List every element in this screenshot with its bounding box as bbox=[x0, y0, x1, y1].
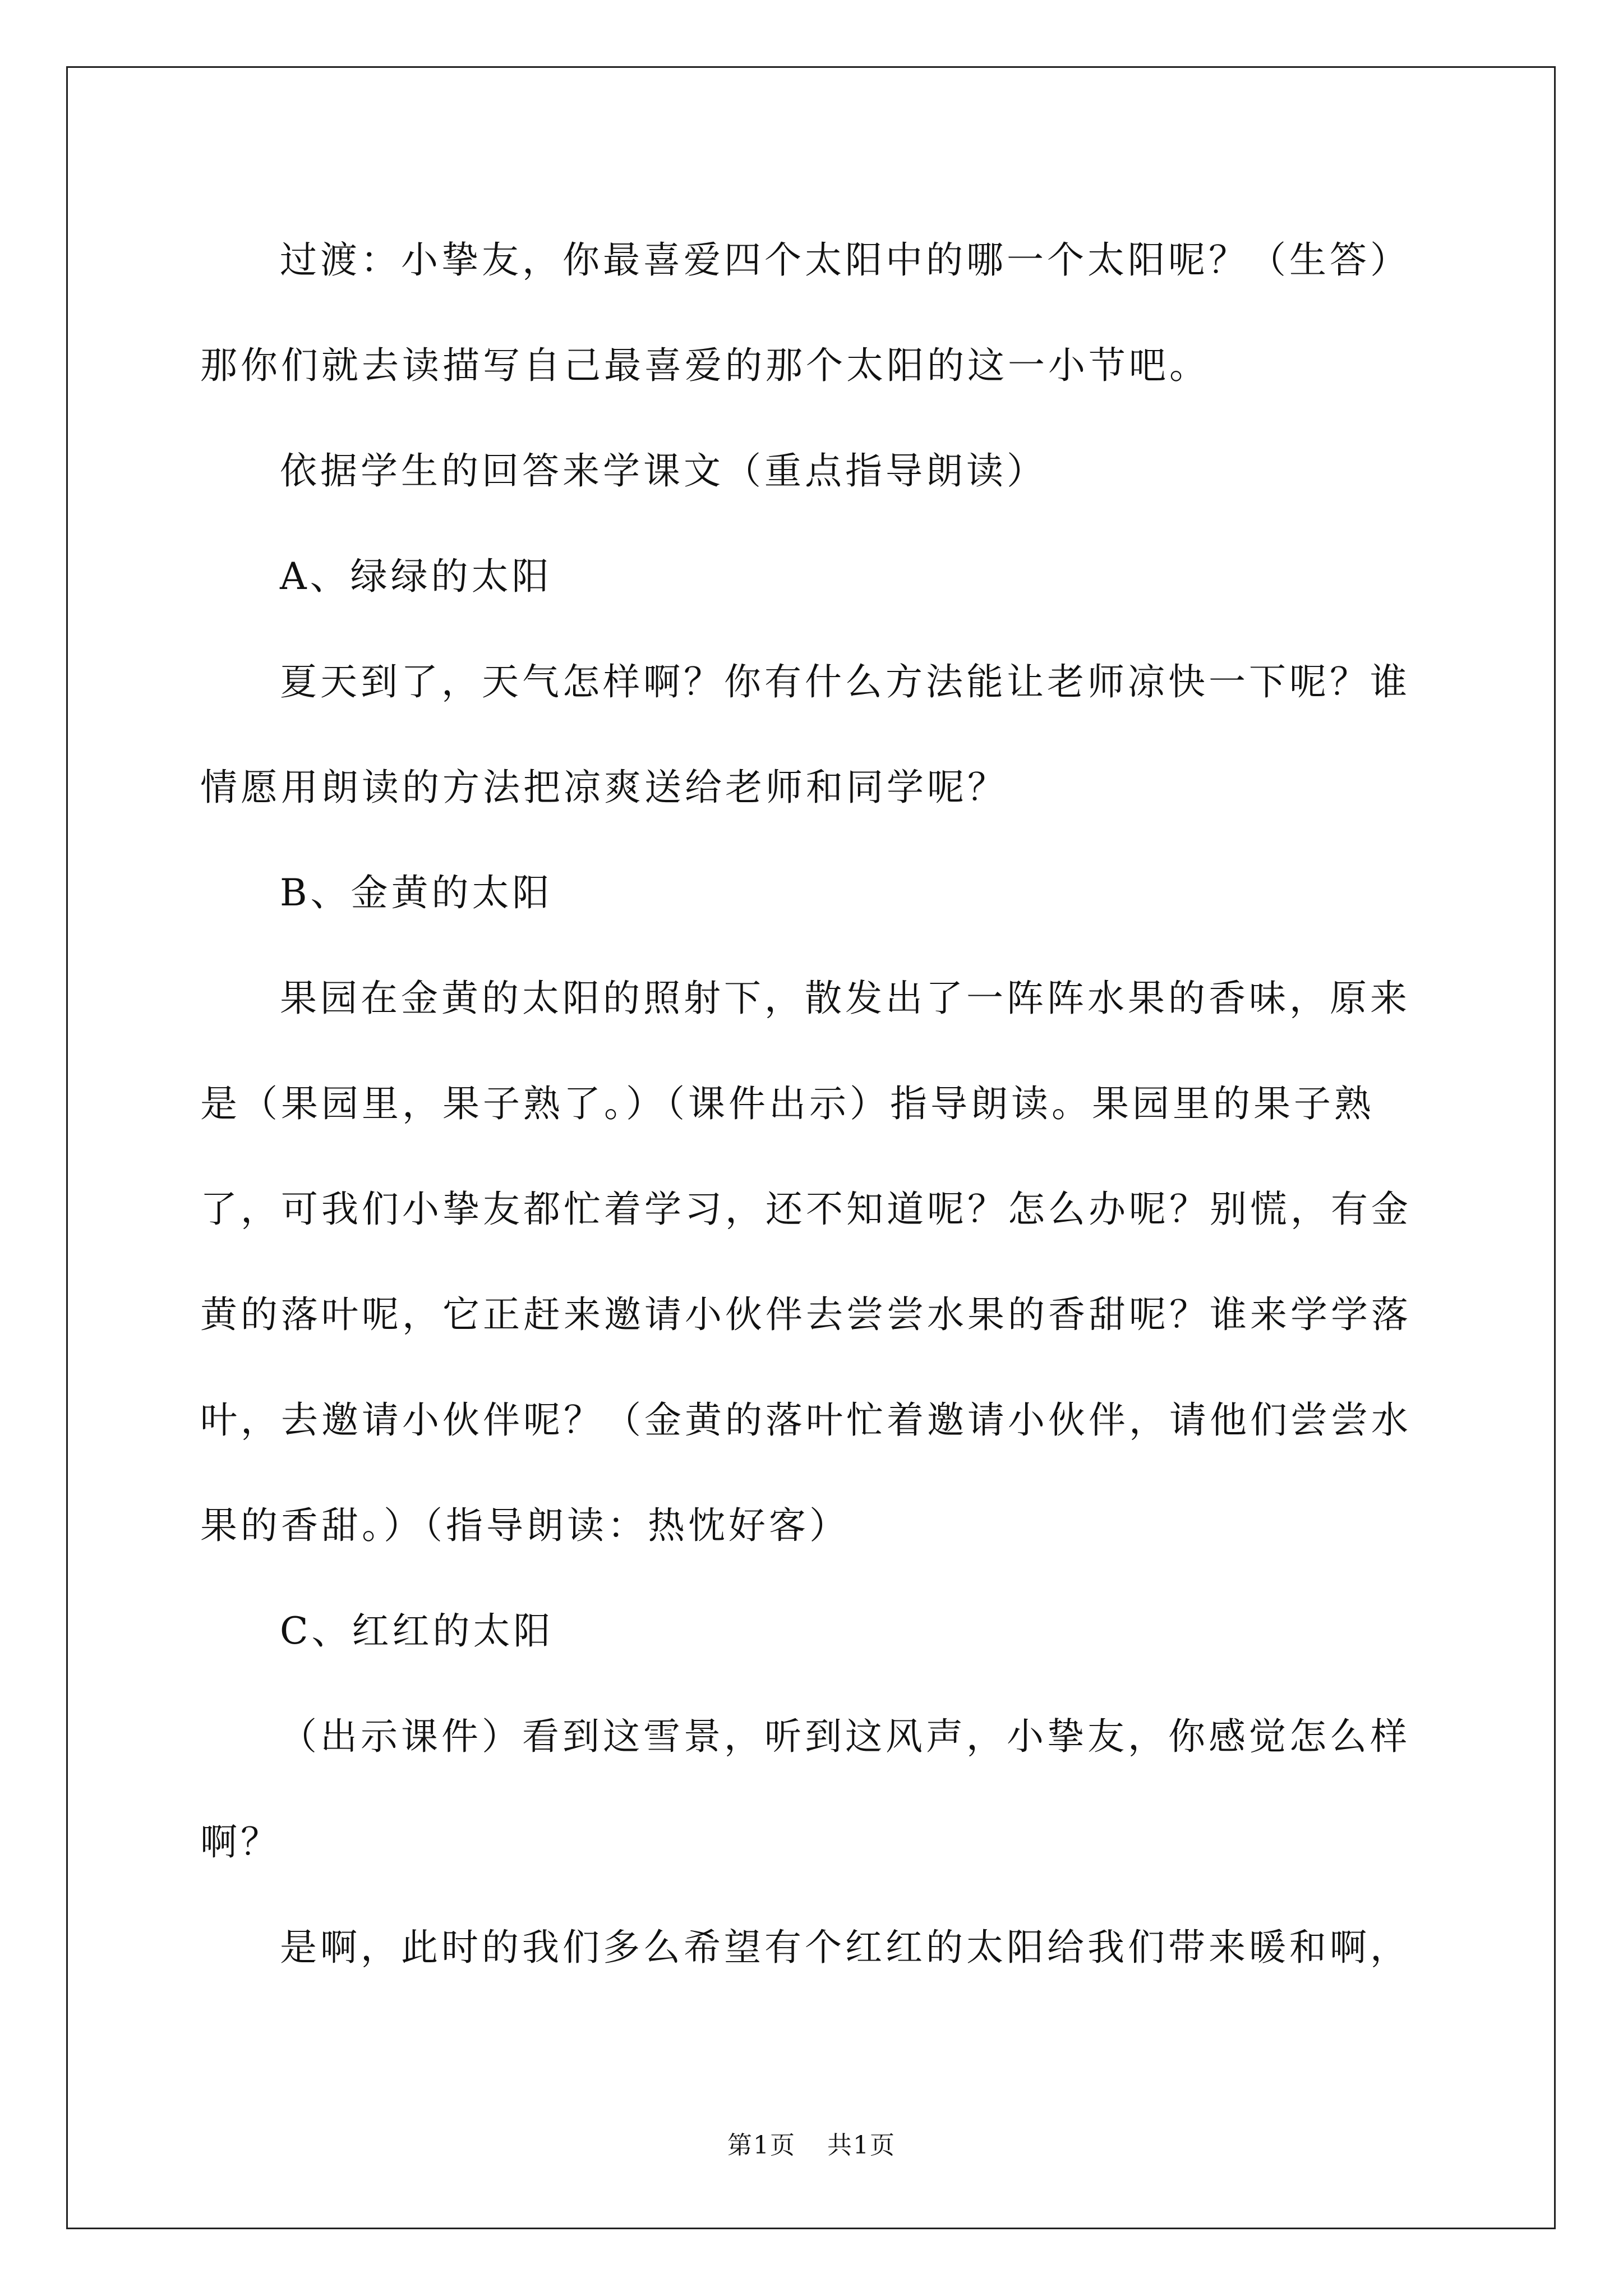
document-body bbox=[200, 208, 1434, 2000]
paragraph-red-sun-courseware: （出示课件）看到这雪景，听到这风声，小挚友，你感觉怎么样啊？ bbox=[200, 1715, 1410, 1864]
page-number-current: 第1页 bbox=[727, 2131, 796, 2160]
page-number-total: 共1页 bbox=[827, 2131, 896, 2160]
paragraph-transition: 过渡：小挚友，你最喜爱四个太阳中的哪一个太阳呢？（生答）那你们就去读描写自己最喜爱的那个太阳的这一小节吧。 bbox=[200, 238, 1410, 387]
paragraph-golden-sun: 果园在金黄的太阳的照射下，散发出了一阵阵水果的香味，原来是（果园里，果子熟了。）（课件出示）指导朗读。果园里的果子熟了，可我们小挚友都忙着学习，还不知道呢？怎么办呢？别慌，有金黄的落叶呢，它正赶来邀请小伙伴去尝尝水果的香甜呢？谁来学学落叶，去邀请小伙伴呢？（金黄的落叶忙着邀请小伙伴，请他们尝尝水果的香甜。）（指导朗读：热忱好客） bbox=[200, 977, 1412, 1547]
paragraph-red-sun-warmth: 是啊，此时的我们多么希望有个红红的太阳给我们带来暖和啊， bbox=[280, 1926, 1410, 1969]
paragraph-learning-method: 依据学生的回答来学课文（重点指导朗读） bbox=[280, 449, 1047, 493]
section-heading-golden-sun: B、金黄的太阳 bbox=[280, 871, 553, 914]
page-footer bbox=[0, 2129, 1623, 2162]
section-heading-green-sun: A、绿绿的太阳 bbox=[280, 555, 552, 598]
section-heading-red-sun: C、红红的太阳 bbox=[280, 1609, 554, 1653]
paragraph-green-sun: 夏天到了，天气怎样啊？你有什么方法能让老师凉快一下呢？谁情愿用朗读的方法把凉爽送给老师和同学呢？ bbox=[200, 660, 1410, 809]
